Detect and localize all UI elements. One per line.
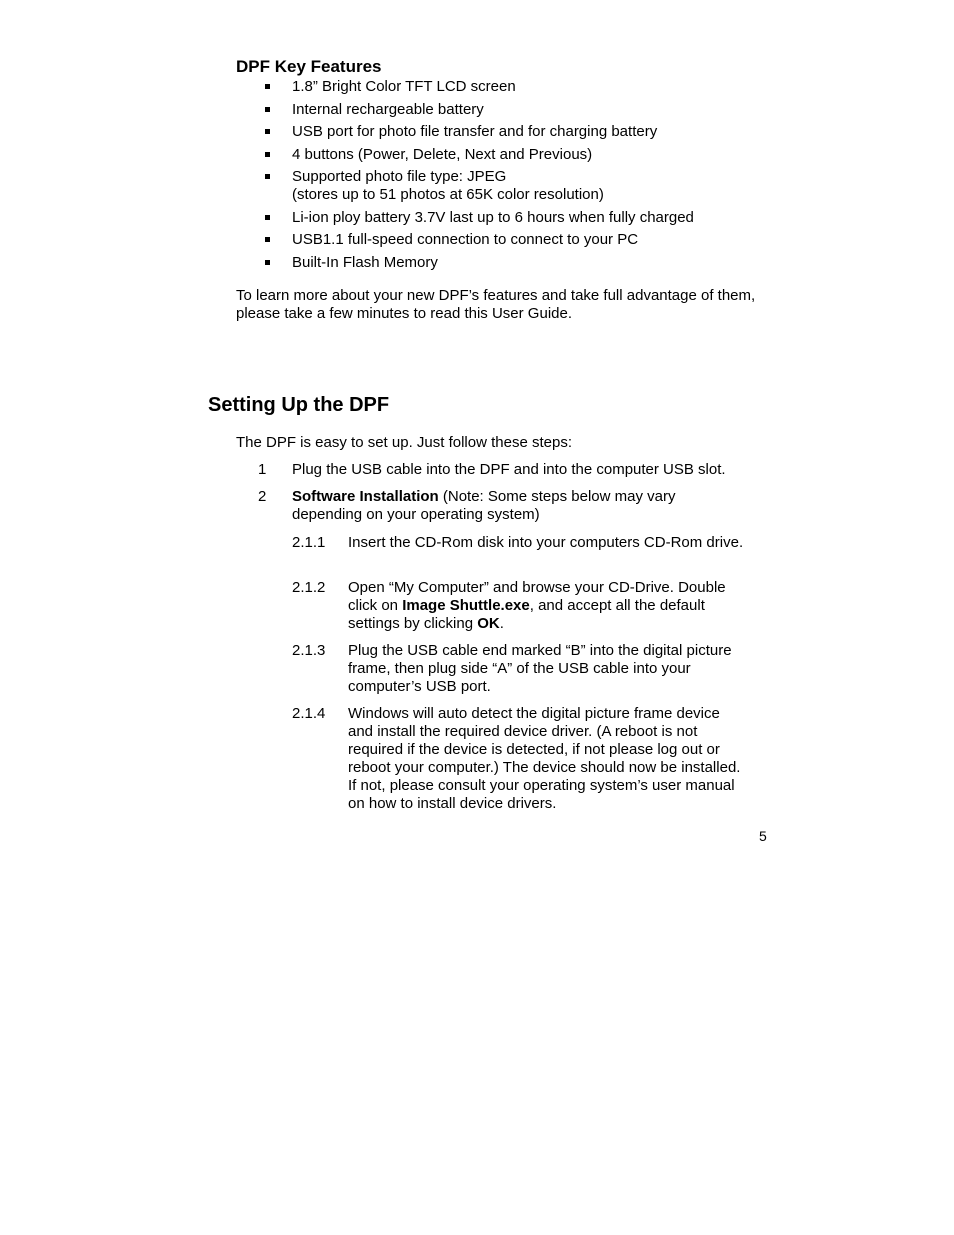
feature-text: USB port for photo file transfer and for charging battery — [292, 123, 658, 140]
substep-number: 2.1.3 — [292, 642, 326, 659]
feature-text-continued: (stores up to 51 photos at 65K color resolution) — [292, 186, 604, 203]
step-number: 1 — [258, 461, 267, 478]
page-number: 5 — [759, 828, 767, 844]
feature-text: Built-In Flash Memory — [292, 253, 438, 271]
feature-text: Supported photo file type: JPEG — [292, 168, 507, 185]
list-item — [236, 168, 694, 204]
program-name: Image Shuttle.exe — [402, 597, 530, 614]
list-item — [236, 146, 694, 164]
ok-label: OK — [477, 615, 500, 632]
substep-text: Plug the USB cable end marked “B” into the digital picture frame, then plug side “A” of the USB cable into your computer’s USB port. — [348, 642, 732, 695]
list-item — [236, 254, 694, 272]
substep-text-part: Open “My Computer” and browse your CD-Drive. Double click on — [348, 579, 726, 614]
bullet-icon — [265, 174, 270, 179]
substep-text: Insert the CD-Rom disk into your computers CD-Rom drive. — [348, 534, 744, 551]
bullet-icon — [265, 84, 270, 89]
bullet-icon — [265, 129, 270, 134]
feature-text: 1.8” Bright Color TFT LCD screen — [292, 78, 516, 95]
substep-text-part: , and accept all the default settings by clicking — [348, 597, 705, 632]
list-item — [236, 101, 694, 119]
bullet-icon — [265, 107, 270, 112]
feature-text: Li-ion ploy battery 3.7V last up to 6 hours when fully charged — [292, 208, 694, 226]
setup-intro: The DPF is easy to set up. Just follow these steps: — [236, 434, 572, 451]
features-intro-paragraph: To learn more about your new DPF’s features and take full advantage of them, please take a few minutes to read this User Guide. — [236, 287, 756, 322]
feature-text: USB1.1 full-speed connection to connect to your PC — [292, 231, 639, 248]
feature-text: 4 buttons (Power, Delete, Next and Previous) — [292, 145, 593, 163]
step-bold-label: Software Installation — [292, 488, 439, 505]
step-text: Plug the USB cable into the DPF and into the computer USB slot. — [292, 461, 726, 478]
substep-number: 2.1.1 — [292, 534, 326, 551]
substep-number: 2.1.4 — [292, 705, 326, 722]
substep-text: Windows will auto detect the digital picture frame device and install the required device driver. (A reboot is not required if the device is detected, if not please log out or reboot your computer.) The device should now be installed. If not, please consult your operating system’s user manual on how to install device drivers. — [348, 705, 741, 812]
feature-text: Internal rechargeable battery — [292, 100, 484, 118]
bullet-icon — [265, 260, 270, 265]
bullet-icon — [265, 237, 270, 242]
step-note: (Note: Some steps below may vary depending on your operating system) — [292, 488, 676, 523]
section-title: Setting Up the DPF — [208, 394, 390, 416]
bullet-icon — [265, 215, 270, 220]
features-heading: DPF Key Features — [236, 57, 382, 76]
substep-text-part: . — [499, 615, 504, 632]
substep-text — [348, 579, 748, 633]
step-number: 2 — [258, 488, 267, 505]
substep-number: 2.1.2 — [292, 579, 326, 596]
list-item — [236, 209, 694, 227]
features-list — [236, 78, 694, 276]
step-text — [292, 488, 722, 524]
list-item — [236, 78, 694, 96]
list-item — [236, 123, 694, 141]
list-item — [236, 231, 694, 249]
bullet-icon — [265, 152, 270, 157]
